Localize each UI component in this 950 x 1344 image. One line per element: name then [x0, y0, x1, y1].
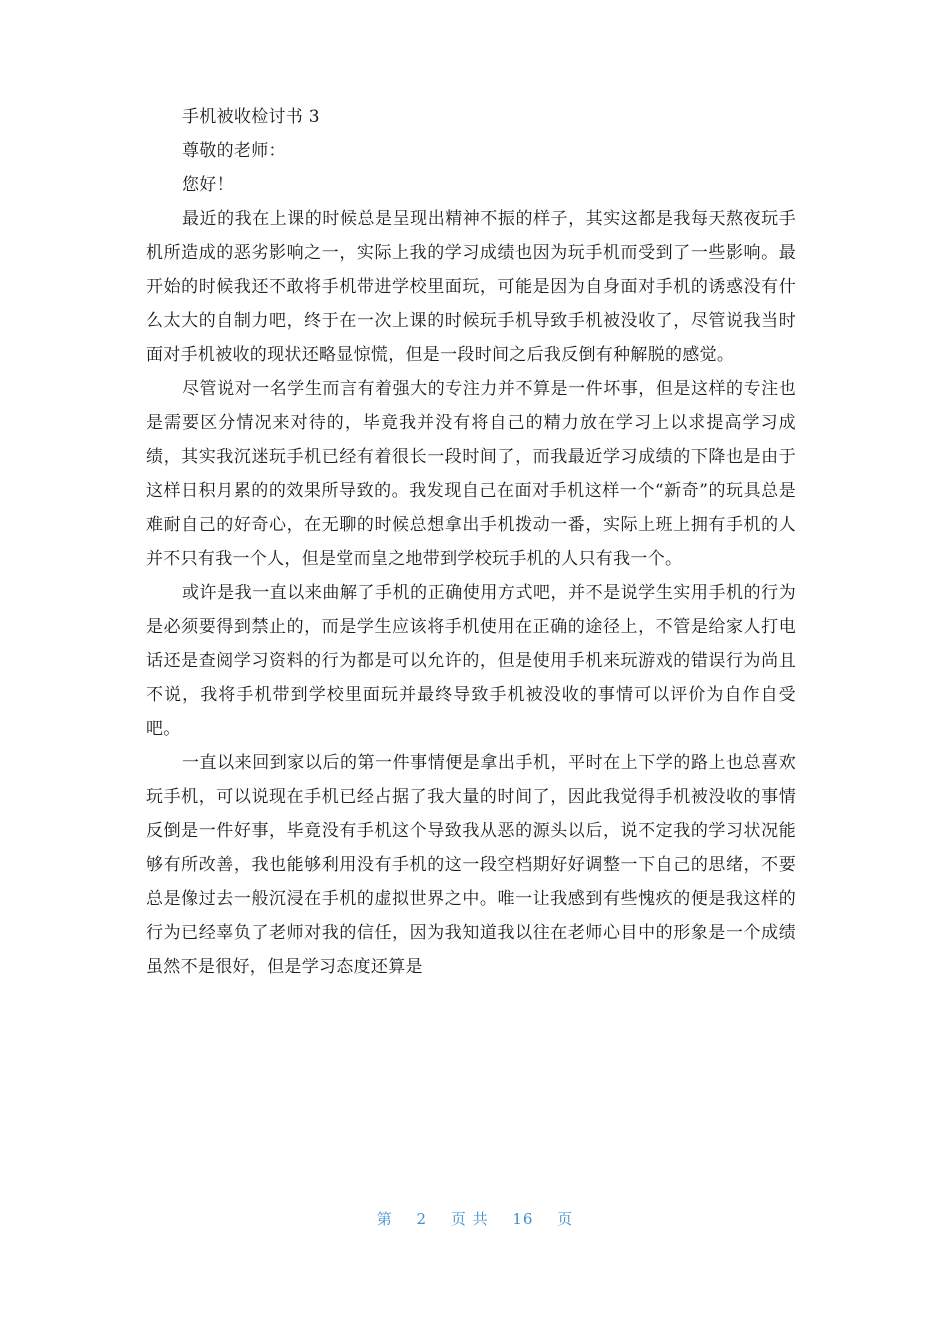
- page-number: 2: [416, 1210, 428, 1228]
- greeting: 您好！: [182, 175, 234, 195]
- document-title: 手机被收检讨书 3: [182, 107, 320, 127]
- document-body: [146, 100, 796, 984]
- page-of-label: 页 共: [450, 1210, 489, 1228]
- total-pages: 16: [512, 1210, 534, 1228]
- page-suffix: 页: [557, 1210, 574, 1228]
- page-label: 第: [376, 1210, 393, 1228]
- salutation: 尊敬的老师：: [182, 141, 286, 161]
- page-footer: [0, 1208, 950, 1229]
- paragraph-2: 尽管说对一名学生而言有着强大的专注力并不算是一件坏事，但是这样的专注也是需要区分情况来对待的，毕竟我并没有将自己的精力放在学习上以求提高学习成绩，其实我沉迷玩手机已经有着很长一段时间了，而我最近学习成绩的下降也是由于这样日积月累的的效果所导致的。我发现自己在面对手机这样一个“新奇”的玩具总是难耐自己的好奇心，在无聊的时候总想拿出手机拨动一番，实际上班上拥有手机的人并不只有我一个人，但是堂而皇之地带到学校玩手机的人只有我一个。: [146, 379, 796, 569]
- paragraph-3: 或许是我一直以来曲解了手机的正确使用方式吧，并不是说学生实用手机的行为是必须要得到禁止的，而是学生应该将手机使用在正确的途径上，不管是给家人打电话还是查阅学习资料的行为都是可以允许的，但是使用手机来玩游戏的错误行为尚且不说，我将手机带到学校里面玩并最终导致手机被没收的事情可以评价为自作自受吧。: [146, 583, 796, 739]
- paragraph-4: 一直以来回到家以后的第一件事情便是拿出手机，平时在上下学的路上也总喜欢玩手机，可以说现在手机已经占据了我大量的时间了，因此我觉得手机被没收的事情反倒是一件好事，毕竟没有手机这个导致我从恶的源头以后，说不定我的学习状况能够有所改善，我也能够利用没有手机的这一段空档期好好调整一下自己的思绪，不要总是像过去一般沉浸在手机的虚拟世界之中。唯一让我感到有些愧疚的便是我这样的行为已经辜负了老师对我的信任，因为我知道我以往在老师心目中的形象是一个成绩虽然不是很好，但是学习态度还算是: [146, 753, 796, 977]
- paragraph-1: 最近的我在上课的时候总是呈现出精神不振的样子，其实这都是我每天熬夜玩手机所造成的恶劣影响之一，实际上我的学习成绩也因为玩手机而受到了一些影响。最开始的时候我还不敢将手机带进学校里面玩，可能是因为自身面对手机的诱惑没有什么太大的自制力吧，终于在一次上课的时候玩手机导致手机被没收了，尽管说我当时面对手机被收的现状还略显惊慌，但是一段时间之后我反倒有种解脱的感觉。: [146, 209, 796, 365]
